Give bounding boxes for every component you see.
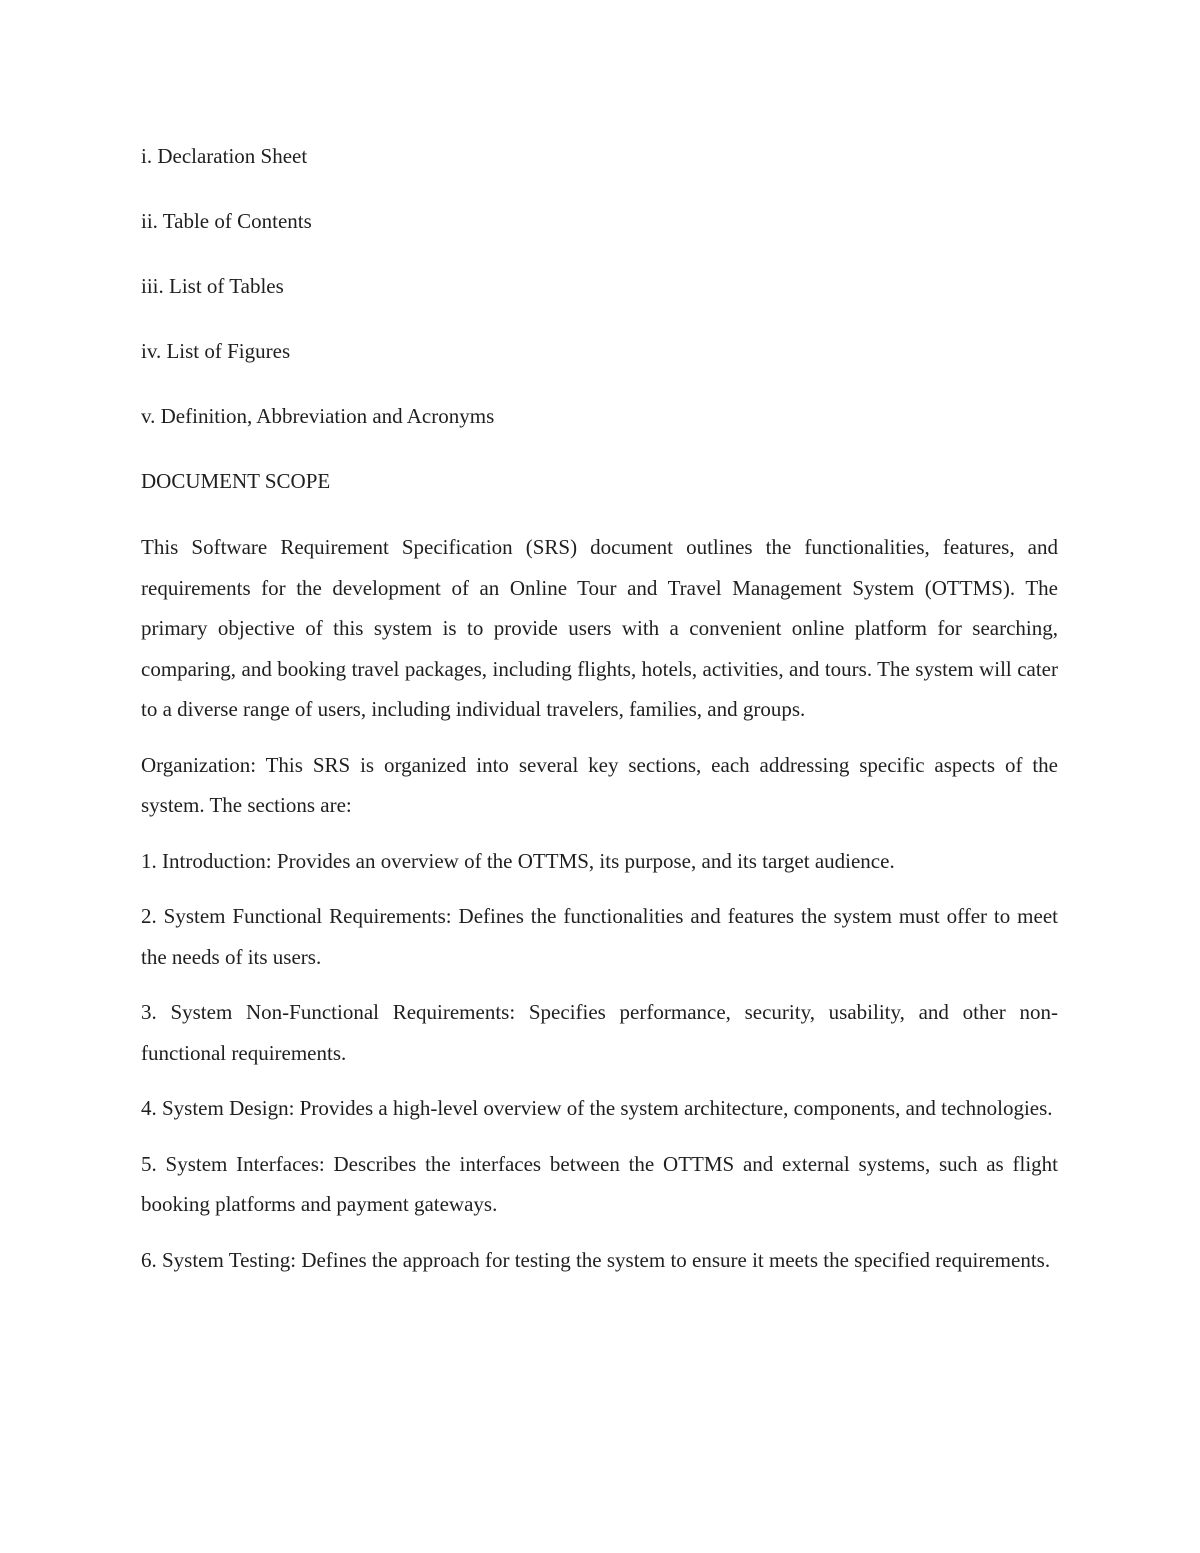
section-item-non-functional-requirements: 3. System Non-Functional Requirements: Specifies performance, security, usability, and other non-functional requirements. — [141, 1000, 1058, 1065]
section-item-introduction: 1. Introduction: Provides an overview of the OTTMS, its purpose, and its target audience. — [141, 848, 895, 873]
front-matter-item: ii. Table of Contents — [141, 209, 312, 233]
organization-paragraph: Organization: This SRS is organized into several key sections, each addressing specific aspects of the system. The sections are: — [141, 752, 1058, 817]
scope-heading: DOCUMENT SCOPE — [141, 469, 331, 493]
front-matter-item: iii. List of Tables — [141, 274, 284, 298]
scope-intro-paragraph: This Software Requirement Specification (SRS) document outlines the functionalities, features, and requirements for the development of an Online Tour and Travel Management System (OTTMS). The primary objective of this system is to provide users with a convenient online platform for searching, comparing, and booking travel packages, including flights, hotels, activities, and tours. The system will cater to a diverse range of users, including individual travelers, families, and groups. — [141, 535, 1058, 721]
section-item-system-design: 4. System Design: Provides a high-level overview of the system architecture, components, and technologies. — [141, 1096, 1053, 1120]
front-matter-item: v. Definition, Abbreviation and Acronyms — [141, 404, 495, 428]
document-body — [141, 137, 1058, 1295]
section-item-system-interfaces: 5. System Interfaces: Describes the interfaces between the OTTMS and external systems, such as flight booking platforms and payment gateways. — [141, 1151, 1058, 1216]
section-item-functional-requirements: 2. System Functional Requirements: Defines the functionalities and features the system must offer to meet the needs of its users. — [141, 904, 1058, 969]
front-matter-item: i. Declaration Sheet — [141, 144, 308, 168]
front-matter-item: iv. List of Figures — [141, 339, 291, 363]
section-item-system-testing: 6. System Testing: Defines the approach for testing the system to ensure it meets the specified requirements. — [141, 1247, 1051, 1272]
